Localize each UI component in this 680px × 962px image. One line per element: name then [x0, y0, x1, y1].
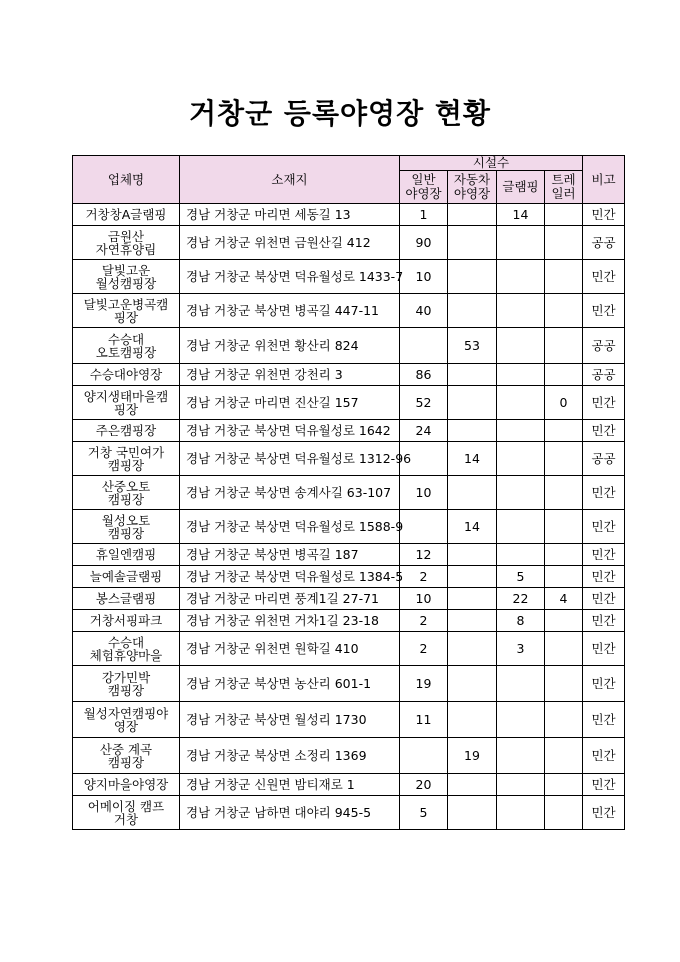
cell-glamping: 5 [497, 566, 545, 588]
cell-name: 양지마을야영장 [73, 774, 180, 796]
cell-car [448, 566, 497, 588]
cell-general: 2 [400, 610, 448, 632]
table-row [73, 796, 625, 830]
cell-note: 민간 [583, 204, 625, 226]
table-row [73, 260, 625, 294]
cell-address: 경남 거창군 북상면 농산리 601-1 [180, 666, 400, 702]
header-trailer: 트레 일러 [545, 171, 583, 204]
cell-note: 공공 [583, 364, 625, 386]
cell-name: 강가민박 캠핑장 [73, 666, 180, 702]
cell-general: 90 [400, 226, 448, 260]
cell-glamping [497, 544, 545, 566]
cell-car: 53 [448, 328, 497, 364]
cell-car [448, 632, 497, 666]
cell-address: 경남 거창군 신원면 밤티재로 1 [180, 774, 400, 796]
cell-trailer [545, 796, 583, 830]
table-row [73, 610, 625, 632]
cell-note: 민간 [583, 260, 625, 294]
cell-glamping: 8 [497, 610, 545, 632]
cell-glamping [497, 510, 545, 544]
cell-name: 산중오토 캠핑장 [73, 476, 180, 510]
cell-general: 24 [400, 420, 448, 442]
cell-trailer [545, 666, 583, 702]
cell-note: 민간 [583, 702, 625, 738]
cell-name: 금원산 자연휴양림 [73, 226, 180, 260]
cell-car [448, 476, 497, 510]
cell-address: 경남 거창군 위천면 황산리 824 [180, 328, 400, 364]
cell-note: 민간 [583, 510, 625, 544]
table-row [73, 666, 625, 702]
cell-car [448, 420, 497, 442]
cell-address: 경남 거창군 위천면 거차1길 23-18 [180, 610, 400, 632]
cell-general: 11 [400, 702, 448, 738]
cell-general: 12 [400, 544, 448, 566]
cell-name: 달빛고운병곡캠 핑장 [73, 294, 180, 328]
cell-glamping [497, 774, 545, 796]
cell-car [448, 260, 497, 294]
table-row [73, 476, 625, 510]
cell-glamping [497, 260, 545, 294]
cell-name: 월성오토 캠핑장 [73, 510, 180, 544]
table-row [73, 386, 625, 420]
cell-trailer: 0 [545, 386, 583, 420]
header-address: 소재지 [180, 156, 400, 204]
cell-note: 민간 [583, 294, 625, 328]
cell-name: 수승대 오토캠핑장 [73, 328, 180, 364]
cell-glamping: 3 [497, 632, 545, 666]
table-row [73, 544, 625, 566]
cell-trailer [545, 702, 583, 738]
cell-trailer [545, 632, 583, 666]
table-row [73, 510, 625, 544]
cell-car [448, 702, 497, 738]
table-row [73, 632, 625, 666]
cell-name: 달빛고운 월성캠핑장 [73, 260, 180, 294]
page-title: 거창군 등록야영장 현황 [189, 97, 491, 130]
cell-trailer [545, 774, 583, 796]
cell-note: 민간 [583, 796, 625, 830]
cell-note: 민간 [583, 666, 625, 702]
header-name: 업체명 [73, 156, 180, 204]
cell-address: 경남 거창군 마리면 진산길 157 [180, 386, 400, 420]
cell-trailer [545, 328, 583, 364]
cell-name: 양지생태마을캠 핑장 [73, 386, 180, 420]
cell-name: 늘예솔글램핑 [73, 566, 180, 588]
cell-address: 경남 거창군 마리면 세동길 13 [180, 204, 400, 226]
cell-glamping [497, 476, 545, 510]
cell-note: 민간 [583, 476, 625, 510]
cell-general: 40 [400, 294, 448, 328]
cell-note: 민간 [583, 386, 625, 420]
cell-address: 경남 거창군 위천면 금원산길 412 [180, 226, 400, 260]
cell-trailer [545, 476, 583, 510]
table-row [73, 226, 625, 260]
cell-name: 어메이징 캠프 거창 [73, 796, 180, 830]
cell-address: 경남 거창군 남하면 대야리 945-5 [180, 796, 400, 830]
table-row [73, 204, 625, 226]
cell-general: 10 [400, 260, 448, 294]
cell-name: 거창 국민여가 캠핑장 [73, 442, 180, 476]
cell-general: 2 [400, 566, 448, 588]
cell-car [448, 544, 497, 566]
cell-car [448, 774, 497, 796]
cell-car [448, 204, 497, 226]
cell-address: 경남 거창군 북상면 송계사길 63-107 [180, 476, 400, 510]
cell-general: 2 [400, 632, 448, 666]
table-row [73, 702, 625, 738]
cell-glamping [497, 364, 545, 386]
cell-general [400, 738, 448, 774]
cell-note: 공공 [583, 328, 625, 364]
table-row [73, 566, 625, 588]
header-facilities: 시설수 [400, 156, 583, 171]
cell-trailer [545, 420, 583, 442]
cell-trailer [545, 364, 583, 386]
cell-car [448, 386, 497, 420]
header-car: 자동차 야영장 [448, 171, 497, 204]
cell-address: 경남 거창군 북상면 덕유월성로 1588-9 [180, 510, 400, 544]
cell-trailer [545, 294, 583, 328]
table-row [73, 294, 625, 328]
cell-general [400, 328, 448, 364]
cell-glamping [497, 226, 545, 260]
cell-note: 공공 [583, 442, 625, 476]
cell-glamping [497, 294, 545, 328]
cell-address: 경남 거창군 북상면 덕유월성로 1384-5 [180, 566, 400, 588]
cell-address: 경남 거창군 위천면 강천리 3 [180, 364, 400, 386]
header-note: 비고 [583, 156, 625, 204]
cell-general: 86 [400, 364, 448, 386]
cell-car: 19 [448, 738, 497, 774]
cell-note: 민간 [583, 566, 625, 588]
cell-trailer [545, 226, 583, 260]
cell-name: 주은캠핑장 [73, 420, 180, 442]
cell-trailer [545, 204, 583, 226]
cell-car [448, 610, 497, 632]
cell-trailer [545, 610, 583, 632]
cell-general: 20 [400, 774, 448, 796]
cell-note: 민간 [583, 610, 625, 632]
cell-general: 5 [400, 796, 448, 830]
header-glamping: 글램핑 [497, 171, 545, 204]
cell-car: 14 [448, 442, 497, 476]
cell-name: 수승대 체험휴양마을 [73, 632, 180, 666]
cell-trailer: 4 [545, 588, 583, 610]
table-row [73, 774, 625, 796]
cell-general [400, 510, 448, 544]
cell-name: 거창창A글램핑 [73, 204, 180, 226]
cell-name: 월성자연캠핑야 영장 [73, 702, 180, 738]
cell-address: 경남 거창군 위천면 원학길 410 [180, 632, 400, 666]
cell-note: 공공 [583, 226, 625, 260]
cell-glamping [497, 738, 545, 774]
cell-car: 14 [448, 510, 497, 544]
cell-general: 10 [400, 476, 448, 510]
cell-note: 민간 [583, 588, 625, 610]
cell-glamping: 22 [497, 588, 545, 610]
cell-general: 1 [400, 204, 448, 226]
cell-name: 산중 계곡 캠핑장 [73, 738, 180, 774]
cell-trailer [545, 544, 583, 566]
cell-address: 경남 거창군 북상면 병곡길 187 [180, 544, 400, 566]
cell-general: 19 [400, 666, 448, 702]
cell-address: 경남 거창군 북상면 덕유월성로 1642 [180, 420, 400, 442]
cell-address: 경남 거창군 북상면 덕유월성로 1312-96 [180, 442, 400, 476]
cell-trailer [545, 442, 583, 476]
campsite-table [72, 155, 625, 830]
cell-name: 수승대야영장 [73, 364, 180, 386]
table-row [73, 738, 625, 774]
cell-car [448, 226, 497, 260]
cell-glamping [497, 328, 545, 364]
table-row [73, 420, 625, 442]
table-row [73, 442, 625, 476]
cell-note: 민간 [583, 738, 625, 774]
cell-name: 휴일엔캠핑 [73, 544, 180, 566]
cell-glamping [497, 796, 545, 830]
cell-trailer [545, 260, 583, 294]
cell-glamping [497, 420, 545, 442]
cell-note: 민간 [583, 632, 625, 666]
cell-trailer [545, 510, 583, 544]
cell-note: 민간 [583, 544, 625, 566]
cell-car [448, 364, 497, 386]
cell-car [448, 294, 497, 328]
cell-name: 거창서핑파크 [73, 610, 180, 632]
cell-address: 경남 거창군 북상면 병곡길 447-11 [180, 294, 400, 328]
table-row [73, 364, 625, 386]
cell-car [448, 666, 497, 702]
cell-address: 경남 거창군 북상면 월성리 1730 [180, 702, 400, 738]
table-row [73, 328, 625, 364]
cell-address: 경남 거창군 마리면 풍계1길 27-71 [180, 588, 400, 610]
cell-general: 52 [400, 386, 448, 420]
cell-address: 경남 거창군 북상면 소정리 1369 [180, 738, 400, 774]
cell-glamping [497, 666, 545, 702]
cell-glamping [497, 386, 545, 420]
cell-trailer [545, 738, 583, 774]
cell-note: 민간 [583, 774, 625, 796]
cell-trailer [545, 566, 583, 588]
cell-note: 민간 [583, 420, 625, 442]
table-row [73, 588, 625, 610]
cell-glamping: 14 [497, 204, 545, 226]
cell-address: 경남 거창군 북상면 덕유월성로 1433-7 [180, 260, 400, 294]
cell-car [448, 588, 497, 610]
cell-car [448, 796, 497, 830]
header-general: 일반 야영장 [400, 171, 448, 204]
cell-glamping [497, 442, 545, 476]
cell-glamping [497, 702, 545, 738]
cell-name: 봉스글램핑 [73, 588, 180, 610]
cell-general: 10 [400, 588, 448, 610]
